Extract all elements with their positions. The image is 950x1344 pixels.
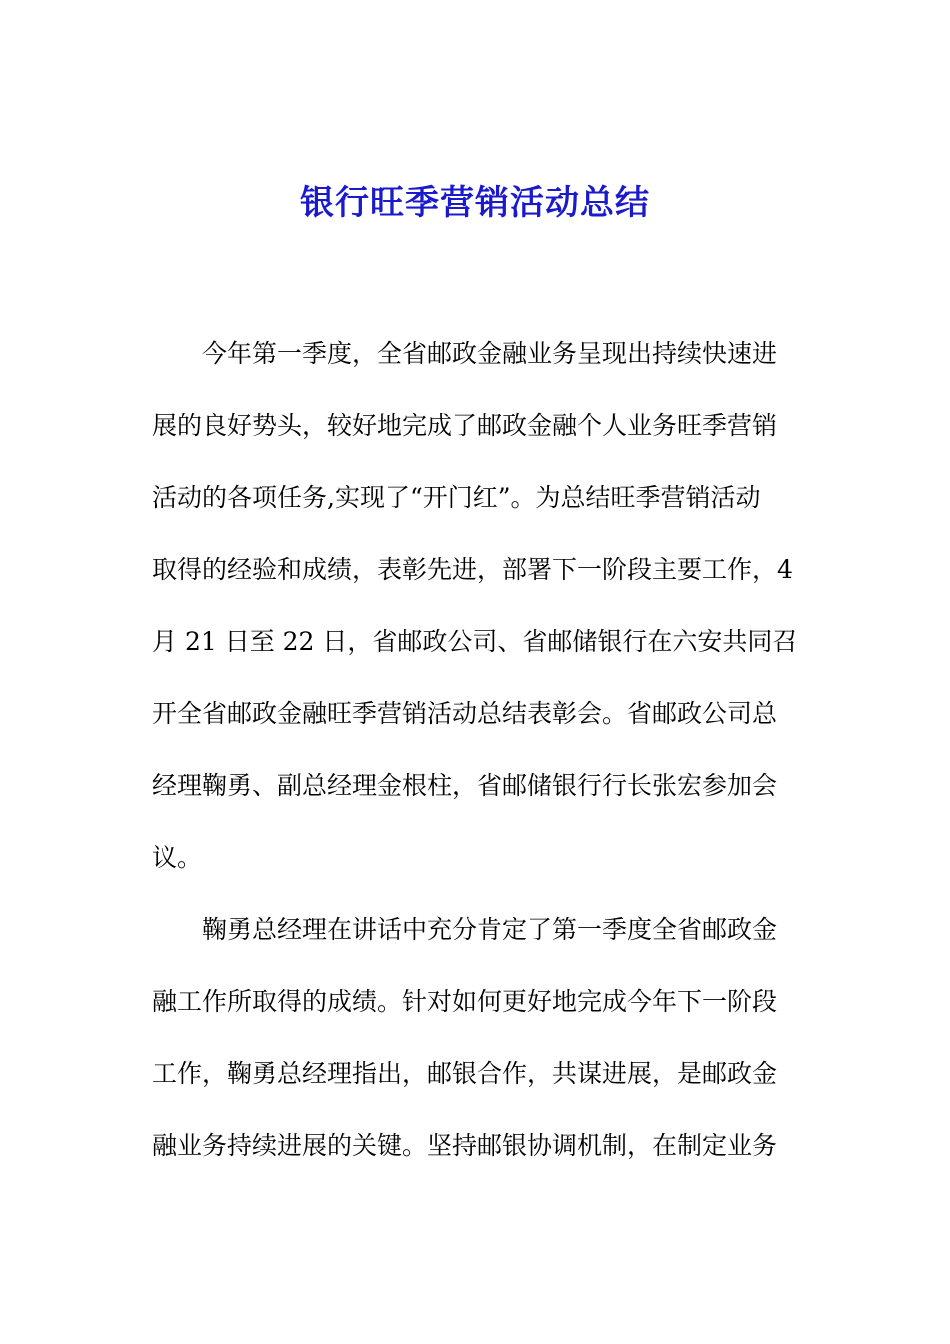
paragraph-line: 融业务持续进展的关键。坚持邮银协调机制，在制定业务 [152,1131,778,1160]
paragraph-2 [152,906,802,1194]
paragraph-line: 活动的各项任务,实现了“开门红”。为总结旺季营销活动 [152,483,761,512]
document-body [152,330,802,1194]
paragraph-line: 融工作所取得的成绩。针对如何更好地完成今年下一阶段 [152,987,778,1016]
paragraph-1 [152,330,802,906]
paragraph-line: 鞠勇总经理在讲话中充分肯定了第一季度全省邮政金 [202,915,778,944]
paragraph-line: 取得的经验和成绩，表彰先进，部署下一阶段主要工作，4 [152,555,793,584]
paragraph-line: 工作，鞠勇总经理指出，邮银合作，共谋进展，是邮政金 [152,1059,778,1088]
paragraph-line: 月 21 日至 22 日，省邮政公司、省邮储银行在六安共同召 [152,627,798,656]
document-title: 银行旺季营销活动总结 [300,183,650,223]
paragraph-line: 开全省邮政金融旺季营销活动总结表彰会。省邮政公司总 [152,699,778,728]
paragraph-line: 经理鞠勇、副总经理金根柱，省邮储银行行长张宏参加会 [152,771,778,800]
paragraph-line: 议。 [152,843,203,872]
paragraph-line: 展的良好势头，较好地完成了邮政金融个人业务旺季营销 [152,411,778,440]
paragraph-line: 今年第一季度，全省邮政金融业务呈现出持续快速进 [202,339,778,368]
